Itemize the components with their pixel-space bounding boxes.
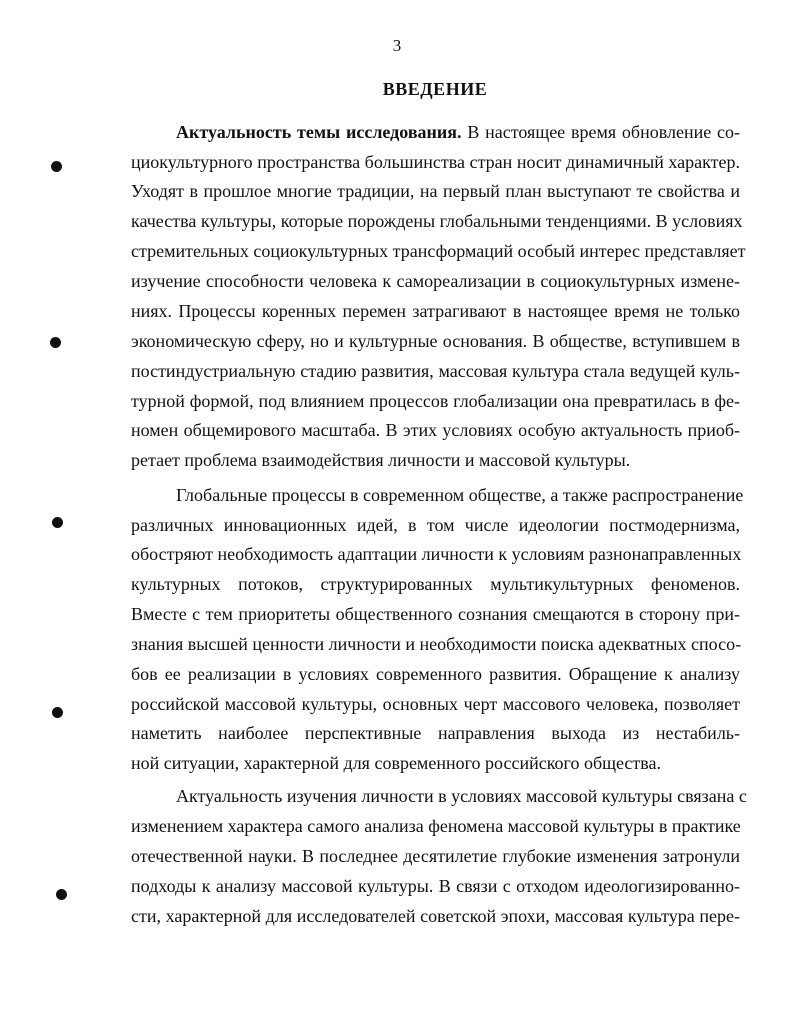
paragraph-3-line: сти, характерной для исследователей советской эпохи, массовая культура пере- [131, 906, 740, 926]
paragraph-1-line: качества культуры, которые порождены глобальными тенденциями. В условиях [131, 211, 743, 231]
paragraph-1-line: циокультурного пространства большинства стран носит динамичный характер. [131, 152, 740, 172]
paragraph-2-line: обостряют необходимость адаптации личности к условиям разнонаправленных [131, 544, 742, 564]
paragraph-1-line: постиндустриальную стадию развития, массовая культура стала ведущей куль- [131, 361, 740, 381]
paragraph-2-line: ной ситуации, характерной для современного российского общества. [131, 753, 662, 773]
paragraph-1-line: Уходят в прошлое многие традиции, на первый план выступают те свойства и [131, 181, 740, 201]
paragraph-1-line: экономическую сферу, но и культурные основания. В обществе, вступившем в [131, 331, 740, 351]
paragraph-2-line: российской массовой культуры, основных черт массового человека, позволяет [131, 694, 740, 714]
paragraph-3-line: Актуальность изучения личности в условиях массовой культуры связана с [176, 786, 747, 806]
paragraph-1-line: стремительных социокультурных трансформаций особый интерес представляет [131, 241, 746, 261]
page-title: ВВЕДЕНИЕ [382, 79, 488, 99]
paragraph-2-line: Глобальные процессы в современном обществе, а также распространение [176, 485, 744, 505]
paragraph-1-line: ниях. Процессы коренных перемен затрагивают в настоящее время не только [131, 301, 740, 321]
paragraph-2-line: знания высшей ценности личности и необходимости поиска адекватных спосо- [131, 634, 742, 654]
binding-hole [56, 889, 67, 900]
paragraph-1-line: турной формой, под влиянием процессов глобализации она превратилась в фе- [131, 391, 740, 411]
page-number: 3 [392, 36, 402, 55]
paragraph-1-line: ретает проблема взаимодействия личности и массовой культуры. [131, 450, 631, 470]
paragraph-2-line: культурных потоков, структурированных мультикультурных феноменов. [131, 574, 740, 594]
paragraph-3-line: изменением характера самого анализа феномена массовой культуры в практике [131, 816, 741, 836]
paragraph-1-line: изучение способности человека к самореализации в социокультурных измене- [131, 271, 740, 291]
paragraph-2-line: наметить наиболее перспективные направления выхода из нестабиль- [131, 723, 740, 743]
binding-hole [50, 337, 61, 348]
lead-bold-text: Актуальность темы исследования. [176, 122, 462, 142]
binding-hole [51, 161, 62, 172]
paragraph-2-line: Вместе с тем приоритеты общественного сознания смещаются в сторону при- [131, 604, 740, 624]
paragraph-1-line: номен общемирового масштаба. В этих условиях особую актуальность приоб- [131, 420, 740, 440]
paragraph-3-line: отечественной науки. В последнее десятилетие глубокие изменения затронули [131, 846, 740, 866]
binding-hole [52, 707, 63, 718]
paragraph-1-line [176, 121, 740, 143]
paragraph-2-line: различных инновационных идей, в том числе идеологии постмодернизма, [131, 515, 740, 535]
binding-hole [52, 517, 63, 528]
paragraph-3-line: подходы к анализу массовой культуры. В связи с отходом идеологизированно- [131, 876, 740, 896]
lead-rest-text: В настоящее время обновление со- [461, 122, 740, 142]
paragraph-2-line: бов ее реализации в условиях современного развития. Обращение к анализу [131, 664, 740, 684]
